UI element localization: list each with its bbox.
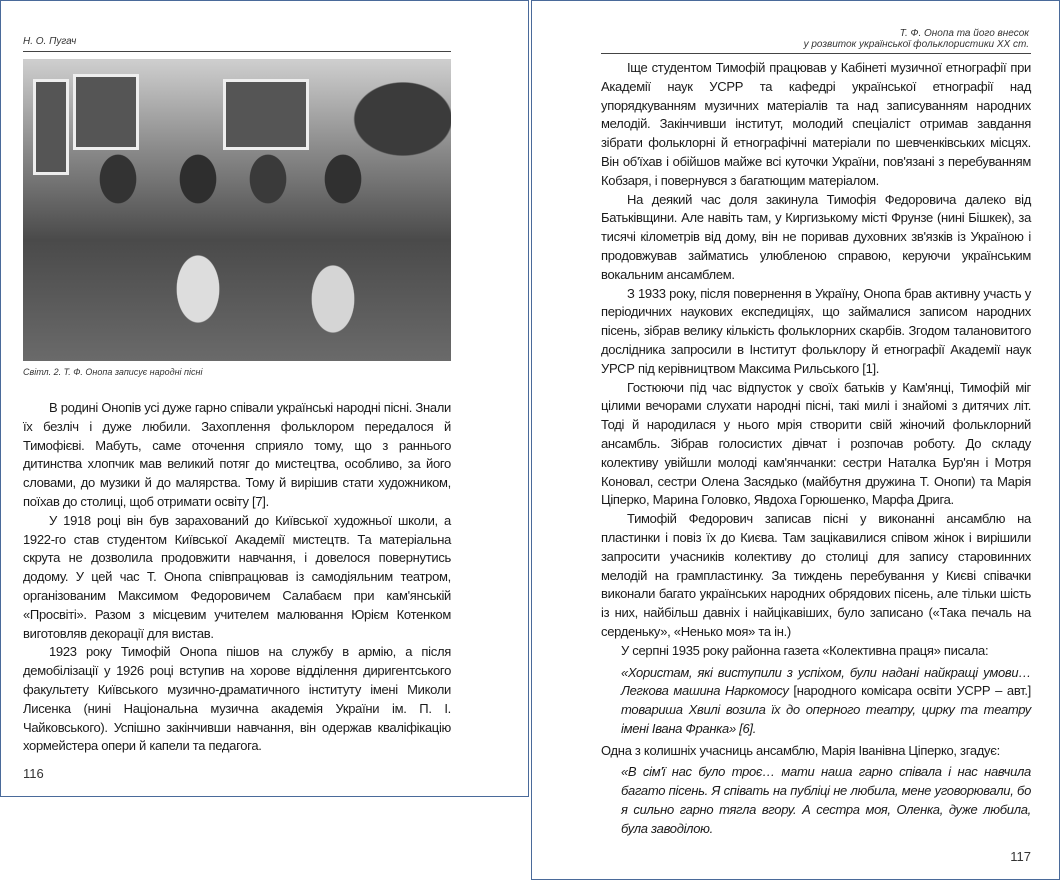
paragraph: 1923 року Тимофій Онопа пішов на службу в армію, а після демобілізації у 1926 році вступив на хорове відділення диригентського факультету Київського музично-драматичного інституту імені Миколи Лисенка (нині Національна музична академія України ім. П. І. Чайковського). Успішно закінчивши навчання, він одержав кваліфікацію хормейстера опери й капели та педагога.	[23, 644, 451, 754]
running-header-title	[804, 28, 1029, 50]
page-number: 116	[23, 766, 44, 782]
photo-window	[223, 79, 309, 150]
block-quote	[621, 664, 1031, 739]
page-number: 117	[1010, 848, 1031, 864]
quote-text: товариша Хвилі возила їх до оперного театру, цирку та театру імені Івана Франка» [6].	[621, 702, 1031, 736]
editor-note: [народного комісара освіти УСРР – авт.]	[793, 683, 1031, 699]
paragraph: Іще студентом Тимофій працював у Кабінеті музичної етнографії при Академії наук УСРР та кафедрі української етнографії над упорядкуванням музичних матеріалів та над записуванням народних мелодій. Закінчивши інститут, молодий спеціаліст отримав завдання зібрати фольклорні й етнографічні матеріали по шевченківських місцях. Він об'їхав і обійшов майже всі куточки України, пов'язані з перебуванням Кобзаря, і повернувся з багатющим матеріалом.	[601, 60, 1031, 188]
left-page	[0, 0, 529, 797]
header-line: Т. Ф. Онопа та його внесок	[899, 28, 1029, 39]
body-text	[23, 399, 451, 756]
block-quote: «В сім'ї нас було троє… мати наша гарно співала і нас навчила багато пісень. Я співать на публіці не любила, мене уговорювали, бо я сильно гарно тягла вгору. А сестра моя, Оленка, дуже любила, була заводілою.	[621, 764, 1031, 836]
header-rule	[601, 53, 1031, 54]
page-content	[23, 399, 451, 782]
page-content	[601, 59, 1031, 865]
photo-window	[73, 74, 139, 150]
body-text	[601, 59, 1031, 839]
paragraph: Одна з колишніх учасниць ансамблю, Марія Іванівна Ціперко, згадує:	[601, 742, 1000, 758]
paragraph: З 1933 року, після повернення в Україну, Онопа брав активну участь у періодичних наукових експедиціях, що займалися записом народних пісень, зібрав велику кількість фольклорних скарбів. Згодом талановитого дослідника запросили в Інститут фольклору й етнографії Академії наук УРСР під керівництвом Максима Рильського [1].	[601, 285, 1031, 376]
paragraph: В родині Онопів усі дуже гарно співали українські народні пісні. Знали їх безліч і дуже любили. Захоплення фольклором передалося й Тимофієві. Мабуть, саме оточення сприяло тому, що з раннього дитинства хлопчик мав великий потяг до мистецтва, особливо, за його словами, до музики й до малярства. Тому й вирішив стати художником, поїхав до столиці, щоб отримати освіту [7].	[23, 400, 451, 509]
running-header-author: Н. О. Пугач	[23, 36, 77, 47]
header-rule	[23, 51, 451, 52]
header-line: у розвиток української фольклористики XX ст.	[803, 39, 1029, 50]
photo-window	[33, 79, 69, 175]
historical-photo	[23, 59, 451, 361]
right-page	[531, 0, 1060, 880]
paragraph: У 1918 році він був зарахований до Київської художньої школи, а 1922-го став студентом Київської Академії мистецтв. Та матеріальна скрута не дозволила продовжити навчання, і довелося повернутись додому. У цей час Т. Онопа співпрацював із самодіяльним театром, організованим Максимом Федоровичем Салабаєм при кам'янській «Просвіті». Разом з місцевим учителем малювання Юрієм Котенком виготовляв декорації для вистав.	[23, 512, 451, 641]
paragraph: На деякий час доля закинула Тимофія Федоровича далеко від Батьківщини. Але навіть там, у Киргизькому місті Фрунзе (нині Бішкек), за тисячі кілометрів від дому, він не поривав духовних зв'язків із Україною і продовжував займатись улюбленою справою, керуючи українським вокальним ансамблем.	[601, 191, 1031, 282]
paragraph: Гостюючи під час відпусток у своїх батьків у Кам'янці, Тимофій міг цілими вечорами слухати народні пісні, такі милі і знайомі з дитячих літ. Тоді й народилася у нього мрія створити свій жіночий фольклорний ансамбль. Зібрав голосистих дівчат і розпочав роботу. До складу колективу увійшли молоді кам'янчанки: сестри Наталка Бур'ян і Мотря Коновал, сестри Олена Засядько (майбутня дружина Т. Онопи) та Марія Ціперко, Марина Головко, Явдоха Горюшенко, Марфа Дрига.	[601, 379, 1031, 508]
photo-caption: Світл. 2. Т. Ф. Онопа записує народні пісні	[23, 367, 203, 377]
paragraph: Тимофій Федорович записав пісні у виконанні ансамблю на пластинки і повіз їх до Києва. Там зацікавилися співом жінок і вирішили запросити учасників колективу до столиці для запису старовинних мелодій на грампластинку. За тиждень перебування у Києві співачки виконали багато українських народних обрядових пісень, але тільки шість із них, найбільш давніх і найцікавіших, було записано («Така печаль на серденьку», «Ненько моя» та ін.)	[601, 511, 1031, 639]
quote-text: «Хористам, які виступили з успіхом, були надані найкращі умови… Легкова машина Наркомосу	[621, 664, 1031, 699]
paragraph: У серпні 1935 року районна газета «Колективна праця» писала:	[621, 642, 989, 658]
